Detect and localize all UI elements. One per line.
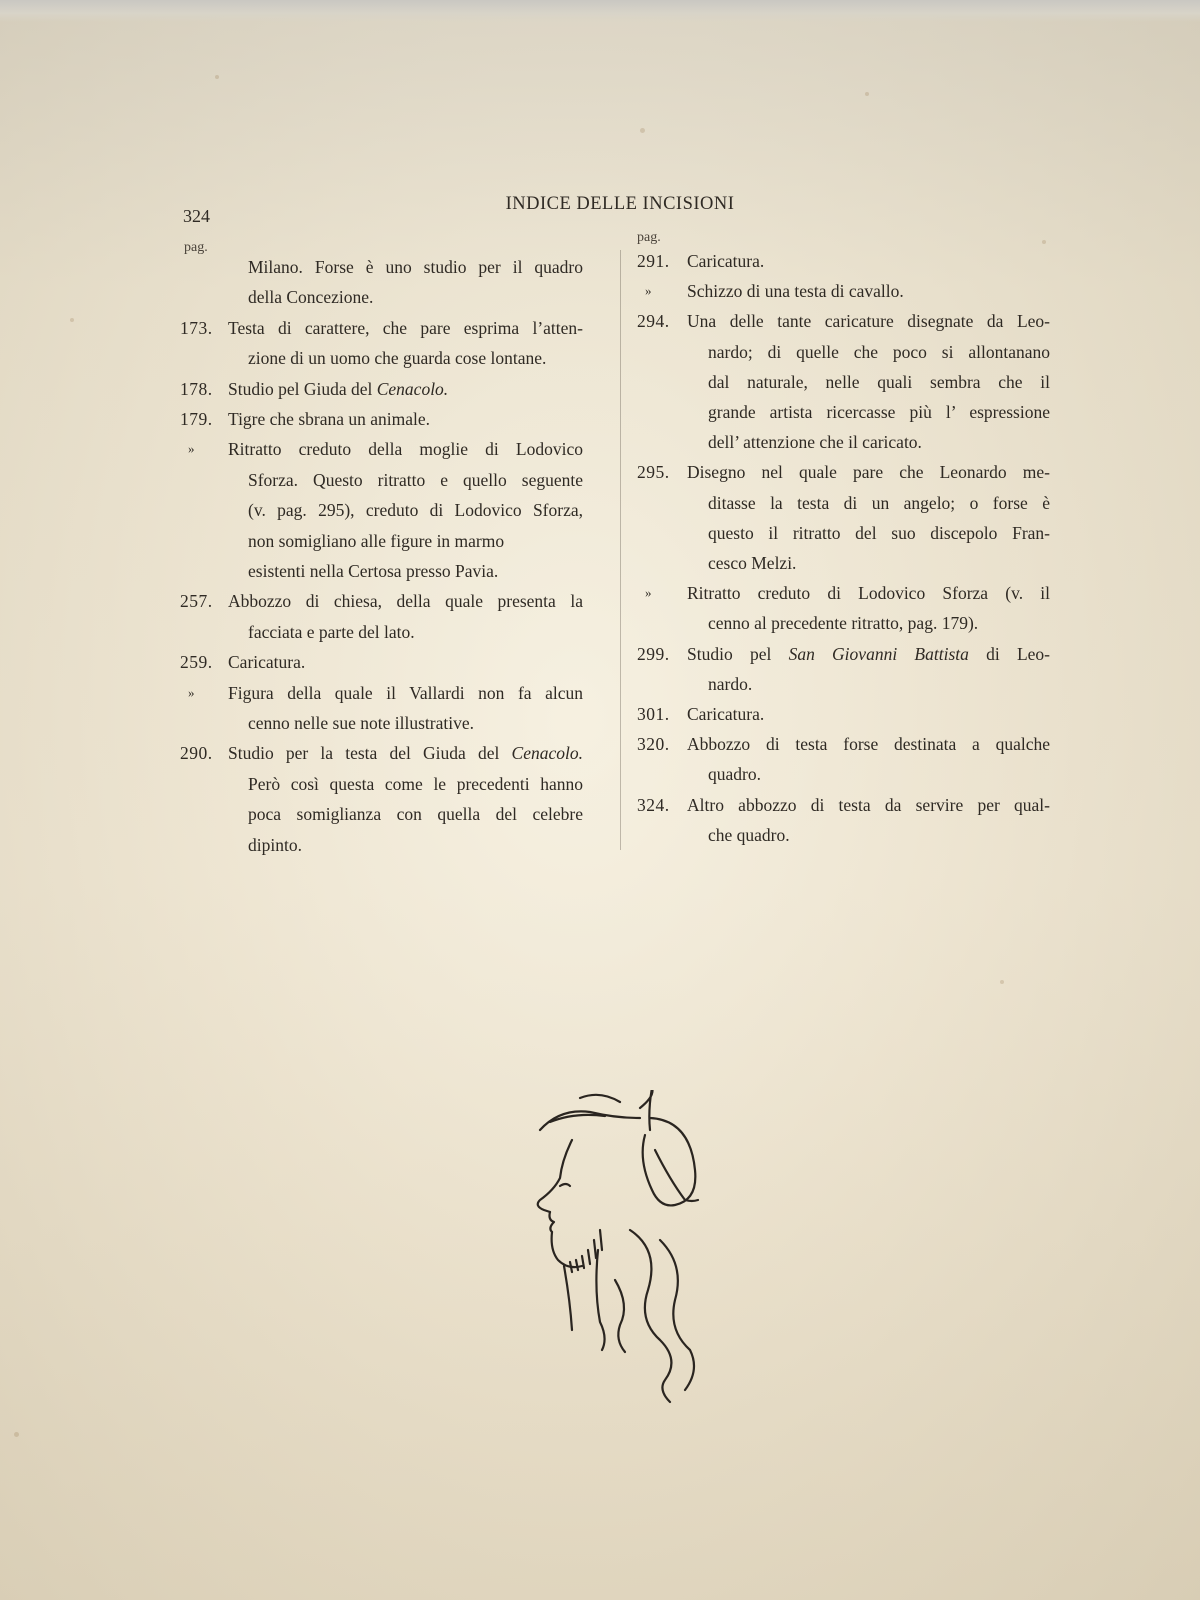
entry-text xyxy=(228,408,430,430)
entry-text xyxy=(248,621,415,643)
entry-text-roman: Abbozzo di testa forse destinata a qualche xyxy=(687,734,1050,755)
entry-page-number: 320. xyxy=(637,734,670,755)
entry-text xyxy=(228,317,583,339)
entry-text-roman: Una delle tante caricature disegnate da Leo- xyxy=(687,311,1050,332)
entry-page-number: 257. xyxy=(180,591,213,612)
entry-text xyxy=(248,560,498,582)
entry-text xyxy=(708,431,922,453)
entry-text-roman: cenno nelle sue note illustrative. xyxy=(248,713,474,733)
entry-text-roman: Studio per la testa del Giuda del xyxy=(228,743,512,764)
entry-text-roman: dell’ attenzione che il caricato. xyxy=(708,432,922,453)
entry-text xyxy=(248,469,583,491)
entry-text xyxy=(248,712,474,734)
left-column-label: pag. xyxy=(184,240,208,255)
profile-head-sketch-icon xyxy=(520,1090,720,1410)
entry-page-number: » xyxy=(188,684,195,700)
entry-text-roman: questo il ritratto del suo discepolo Fran- xyxy=(708,522,1050,543)
entry-text xyxy=(708,552,796,574)
entry-text xyxy=(708,401,1050,423)
entry-text xyxy=(687,703,764,725)
entry-text-roman: Caricatura. xyxy=(228,652,306,673)
entry-text-roman: non somigliano alle figure in marmo xyxy=(248,530,505,551)
entry-text-italic: Cenacolo. xyxy=(376,378,449,399)
entry-text xyxy=(708,763,761,785)
entry-text-roman: Disegno nel quale pare che Leonardo me- xyxy=(687,462,1050,483)
entry-text xyxy=(687,582,1050,604)
entry-text-roman: Studio pel xyxy=(687,643,789,664)
entry-text-roman: facciata e parte del lato. xyxy=(248,621,415,642)
entry-text xyxy=(687,733,1050,755)
entry-text xyxy=(228,590,583,612)
entry-text-roman: Milano. Forse è uno studio per il quadro xyxy=(248,257,583,277)
entry-page-number: 173. xyxy=(180,317,213,338)
entry-text-roman: ditasse la testa di un angelo; o forse è xyxy=(708,492,1050,513)
entry-text-roman: di Leo- xyxy=(968,643,1050,664)
entry-text xyxy=(248,499,583,521)
entry-text xyxy=(708,673,752,695)
entry-text xyxy=(687,643,1050,665)
entry-text-italic: Cenacolo. xyxy=(511,743,583,764)
entry-text-roman: grande artista ricercasse più l’ espressione xyxy=(708,402,1050,422)
entry-page-number: 299. xyxy=(637,643,670,664)
entry-text-roman: cenno al precedente ritratto, pag. 179). xyxy=(708,613,979,634)
right-column-label: pag. xyxy=(637,230,661,245)
entry-text xyxy=(708,824,790,846)
entry-text xyxy=(248,803,583,825)
entry-page-number: 178. xyxy=(180,378,213,399)
entry-text xyxy=(687,280,904,302)
entry-text-roman: esistenti nella Certosa presso Pavia. xyxy=(248,561,499,581)
entry-text xyxy=(708,492,1050,514)
entry-text xyxy=(708,522,1050,544)
entry-text-roman: Schizzo di una testa di cavallo. xyxy=(687,281,904,302)
entry-text xyxy=(708,612,978,634)
entry-page-number: 295. xyxy=(637,462,670,483)
entry-text xyxy=(228,438,583,460)
entry-text-roman: nardo; di quelle che poco si allontanano xyxy=(708,341,1050,362)
entry-text-roman: (v. pag. 295), creduto di Lodovico Sforza, xyxy=(248,500,583,521)
running-head: INDICE DELLE INCISIONI xyxy=(505,194,735,214)
entry-text xyxy=(248,256,583,278)
entry-page-number: 290. xyxy=(180,743,213,764)
entry-text-roman: Figura della quale il Vallardi non fa alcun xyxy=(228,682,583,703)
entry-text xyxy=(228,682,583,704)
entry-text xyxy=(687,250,764,272)
entry-text xyxy=(228,742,583,764)
entry-text-italic: San Giovanni Battista xyxy=(788,643,969,664)
entry-text xyxy=(687,461,1050,483)
entry-text xyxy=(228,378,448,400)
entry-text-roman: Testa di carattere, che pare esprima l’atten- xyxy=(228,317,583,338)
entry-text xyxy=(228,651,305,673)
entry-text-roman: Tigre che sbrana un animale. xyxy=(228,409,431,429)
entry-text-roman: Abbozzo di chiesa, della quale presenta la xyxy=(228,591,583,612)
entry-text-roman: quadro. xyxy=(708,764,761,785)
entry-text-roman: che quadro. xyxy=(708,824,790,845)
entry-text-roman: nardo. xyxy=(708,673,753,694)
entry-page-number: » xyxy=(188,441,195,457)
entry-page-number: 179. xyxy=(180,409,213,429)
entry-text-roman: Ritratto creduto della moglie di Lodovico xyxy=(228,439,583,460)
entry-text-roman: dal naturale, nelle quali sembra che il xyxy=(708,371,1050,392)
entry-text-roman: Altro abbozzo di testa da servire per qual- xyxy=(687,794,1050,815)
entry-text-roman: Sforza. Questo ritratto e quello seguente xyxy=(248,469,583,490)
entry-text-roman: Ritratto creduto di Lodovico Sforza (v. il xyxy=(687,583,1050,604)
entry-text-roman: Studio pel Giuda del xyxy=(228,378,377,399)
entry-page-number: 291. xyxy=(637,251,670,271)
entry-page-number: » xyxy=(645,585,652,601)
entry-text xyxy=(248,286,373,308)
entry-page-number: » xyxy=(645,283,652,299)
entry-text-roman: Caricatura. xyxy=(687,704,765,724)
entry-text xyxy=(248,773,583,795)
entry-page-number: 324. xyxy=(637,794,670,815)
entry-page-number: 259. xyxy=(180,652,213,673)
entry-page-number: 301. xyxy=(637,704,670,724)
entry-text-roman: cesco Melzi. xyxy=(708,553,797,573)
entry-text xyxy=(248,530,504,552)
entry-text-roman: della Concezione. xyxy=(248,287,374,308)
entry-text xyxy=(248,347,546,369)
entry-text-roman: Però così questa come le precedenti hanno xyxy=(248,773,583,794)
entry-text xyxy=(687,310,1050,332)
page-number: 324 xyxy=(183,206,210,226)
entry-text-roman: dipinto. xyxy=(248,834,302,855)
entry-text-roman: poca somiglianza con quella del celebre xyxy=(248,804,583,825)
entry-text-roman: zione di un uomo che guarda cose lontane. xyxy=(248,348,547,369)
entry-text xyxy=(708,371,1050,393)
entry-page-number: 294. xyxy=(637,311,670,332)
entry-text-roman: Caricatura. xyxy=(687,251,765,271)
entry-text xyxy=(687,794,1050,816)
entry-text xyxy=(708,341,1050,363)
entry-text xyxy=(248,834,302,856)
